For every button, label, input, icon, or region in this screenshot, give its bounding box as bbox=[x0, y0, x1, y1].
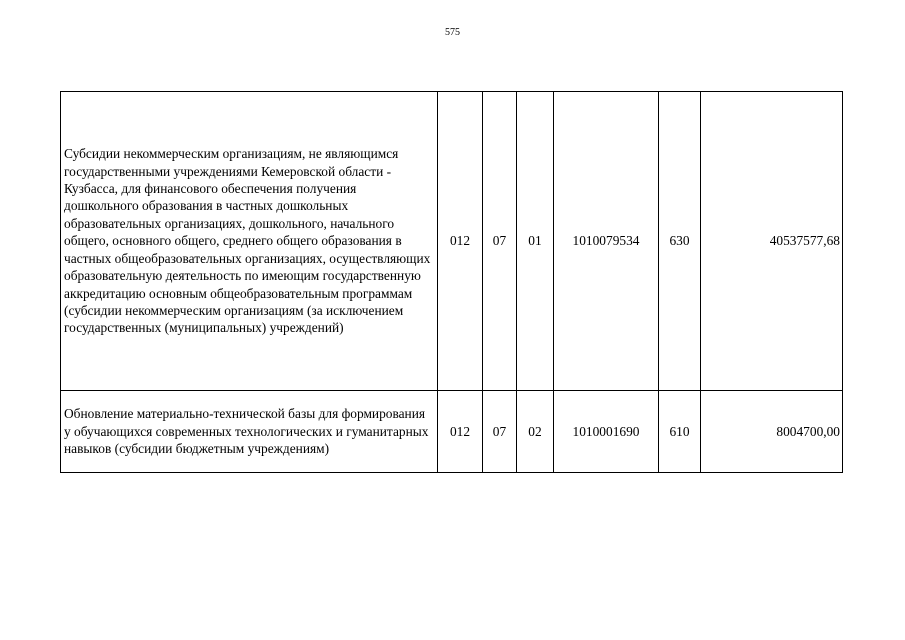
table-row bbox=[61, 92, 843, 391]
expenditure-name-cell: Обновление материально-технической базы для формирования у обучающихся современных технологических и гуманитарных навыков (субсидии бюджетным учреждениям) bbox=[61, 391, 438, 473]
expense-type-cell: 630 bbox=[659, 92, 701, 391]
amount-cell: 8004700,00 bbox=[701, 391, 843, 473]
section-code-cell: 07 bbox=[483, 92, 517, 391]
expense-type-cell: 610 bbox=[659, 391, 701, 473]
expenditure-name-cell: Субсидии некоммерческим организациям, не являющимся государственными учреждениями Кемеровской области - Кузбасса, для финансового обеспечения получения дошкольного образования в частных дошкольных образовательных организациях, дошкольного, начального общего, основного общего, среднего общего образования в частных общеобразовательных организациях, осуществляющих образовательную деятельность по имеющим государственную аккредитацию основным общеобразовательным программам (субсидии некоммерческим организациям (за исключением государственных (муниципальных) учреждений) bbox=[61, 92, 438, 391]
section-code-cell: 07 bbox=[483, 391, 517, 473]
subsection-code-cell: 02 bbox=[517, 391, 554, 473]
ministry-code-cell: 012 bbox=[438, 92, 483, 391]
table-row bbox=[61, 391, 843, 473]
subsection-code-cell: 01 bbox=[517, 92, 554, 391]
ministry-code-cell: 012 bbox=[438, 391, 483, 473]
amount-cell: 40537577,68 bbox=[701, 92, 843, 391]
budget-table bbox=[60, 91, 843, 473]
target-article-cell: 1010001690 bbox=[554, 391, 659, 473]
page-number: 575 bbox=[445, 27, 460, 38]
target-article-cell: 1010079534 bbox=[554, 92, 659, 391]
